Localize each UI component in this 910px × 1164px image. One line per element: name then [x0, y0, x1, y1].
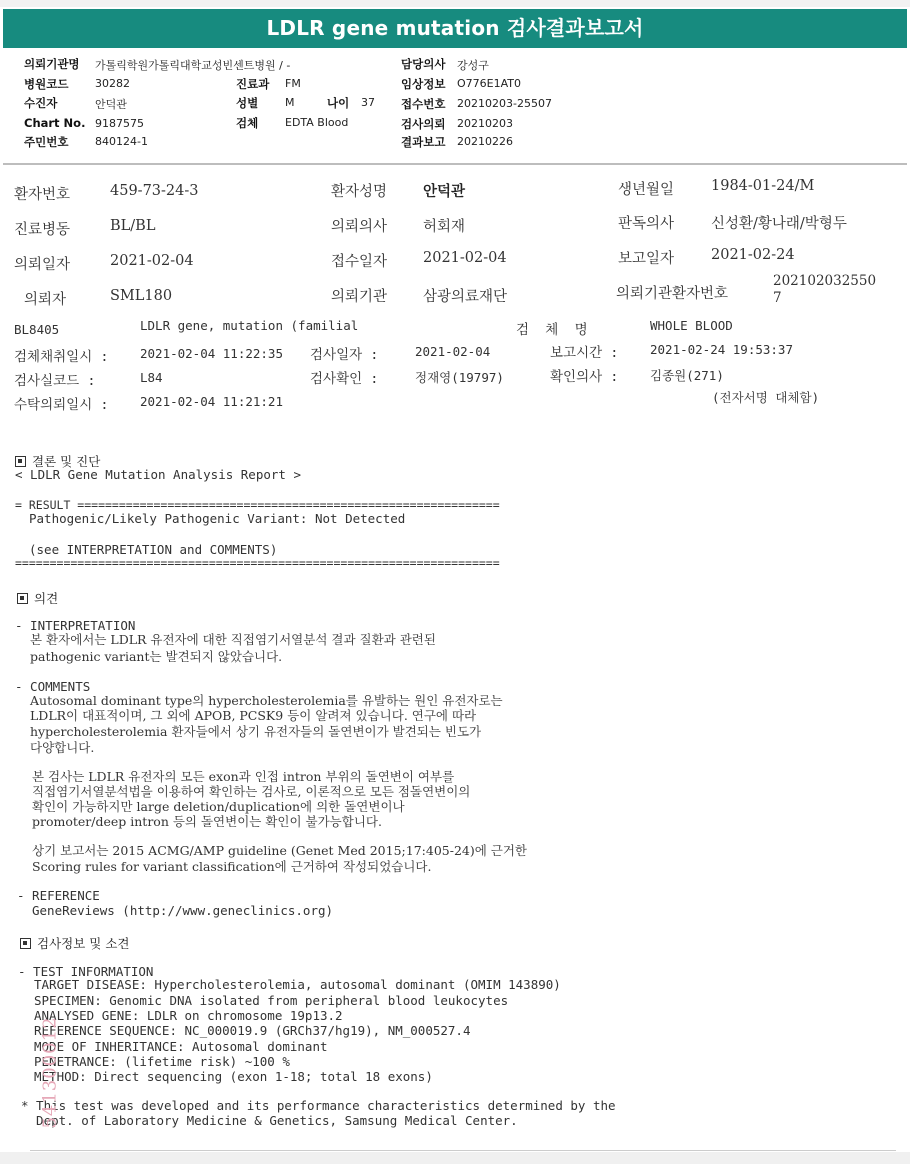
- report-time-value: 2021-02-24 19:53:37: [650, 342, 793, 357]
- square-bullet-icon: [20, 938, 31, 949]
- label-doctor: 의뢰의사: [331, 219, 388, 235]
- conclusion-heading-text: 결론 및 진단: [32, 454, 101, 469]
- consign-label: 수탁의뢰일시 :: [14, 397, 109, 413]
- confirm-value: 정재영(19797): [415, 370, 504, 385]
- test-code: BL8405: [14, 322, 60, 337]
- label-request-date: 의뢰일자: [14, 257, 71, 273]
- hdr-value-physician: 강성구: [457, 59, 489, 72]
- report-title: LDLR gene mutation 검사결과보고서: [266, 16, 644, 40]
- comments-line-4: 다양합니다.: [30, 740, 95, 755]
- hdr-value-department: FM: [285, 77, 301, 90]
- value-reader: 신성환/황나래/박형두: [711, 216, 847, 232]
- collect-label: 검체채취일시 :: [14, 349, 109, 365]
- hdr-value-receipt-no: 20210203-25507: [457, 97, 552, 110]
- value-patient-name: 안덕관: [423, 183, 466, 200]
- hdr-label-test-request: 검사의뢰: [401, 117, 446, 131]
- comments-line-5: 본 검사는 LDLR 유전자의 모든 exon과 인접 intron 부위의 돌연변이 여부를: [32, 769, 455, 784]
- room-label: 검사실코드 :: [14, 373, 96, 389]
- result-end-rule: ======================================================================: [15, 556, 500, 570]
- comments-line-6: 직접염기서열분석법을 이용하여 확인하는 검사로, 이론적으로 모든 점돌연변이의: [32, 784, 471, 799]
- value-request-date: 2021-02-04: [110, 253, 194, 269]
- test-info-heading-text: 검사정보 및 소견: [37, 936, 130, 951]
- label-birth: 생년월일: [618, 182, 675, 198]
- hdr-label-clinical-info: 임상정보: [401, 77, 446, 91]
- comments-line-2: LDLR이 대표적이며, 그 외에 APOB, PCSK9 등이 알려져 있습니다. 연구에 따라: [30, 708, 477, 723]
- consign-value: 2021-02-04 11:21:21: [140, 394, 283, 409]
- hdr-value-specimen: EDTA Blood: [285, 116, 349, 129]
- report-subtitle: < LDLR Gene Mutation Analysis Report >: [15, 467, 301, 482]
- collect-value: 2021-02-04 11:22:35: [140, 346, 283, 361]
- confirm-doc-label: 확인의사 :: [550, 369, 619, 385]
- value-report-date: 2021-02-24: [711, 247, 795, 263]
- reference-line-1: GeneReviews (http://www.geneclinics.org): [32, 903, 334, 918]
- comments-line-7: 확인이 가능하지만 large deletion/duplication에 의한 돌연변이나: [32, 799, 405, 814]
- comments-line-1: Autosomal dominant type의 hypercholesterolemia를 유발하는 원인 유전자로는: [30, 693, 503, 708]
- test-info-line-3: ANALYSED GENE: LDLR on chromosome 19p13.2: [34, 1008, 343, 1023]
- footnote-line-1: * This test was developed and its performance characteristics determined by the: [21, 1098, 616, 1113]
- label-inst-patient-no: 의뢰기관환자번호: [616, 286, 729, 302]
- comments-line-3: hypercholesterolemia 환자들에서 상기 유전자들의 돌연변이가 발견되는 빈도가: [30, 724, 482, 739]
- hdr-value-sex: M: [285, 96, 295, 109]
- hdr-value-test-request: 20210203: [457, 117, 513, 130]
- comments-line-9: 상기 보고서는 2015 ACMG/AMP guideline (Genet Med 2015;17:405-24)에 근거한: [32, 843, 527, 858]
- hdr-value-institution: 가톨릭학원가톨릭대학교성빈센트병원 / -: [95, 59, 291, 72]
- value-birth: 1984-01-24/M: [711, 178, 815, 194]
- comments-line-10: Scoring rules for variant classification에 근거하여 작성되었습니다.: [32, 859, 432, 874]
- report-time-label: 보고시간 :: [550, 345, 619, 361]
- interpretation-heading: - INTERPRETATION: [15, 618, 136, 633]
- comments-line-8: promoter/deep intron 등의 돌연변이는 확인이 불가능합니다.: [32, 814, 382, 829]
- hdr-label-institution: 의뢰기관명: [24, 57, 80, 71]
- interpretation-line-2: pathogenic variant는 발견되지 않았습니다.: [30, 649, 283, 664]
- result-text: Pathogenic/Likely Pathogenic Variant: Not Detected: [29, 511, 406, 526]
- value-ward: BL/BL: [110, 218, 156, 234]
- value-receipt-date: 2021-02-04: [423, 250, 507, 266]
- label-reader: 판독의사: [618, 216, 675, 232]
- top-band: [0, 0, 910, 7]
- label-requester: 의뢰자: [24, 292, 67, 308]
- confirm-label: 검사확인 :: [310, 371, 379, 387]
- hdr-label-patient: 수진자: [24, 96, 58, 110]
- reference-heading: - REFERENCE: [17, 888, 100, 903]
- vertical-stamp-number: 541300012: [39, 1016, 61, 1129]
- hdr-label-result-report: 결과보고: [401, 135, 446, 149]
- test-info-line-6: PENETRANCE: (lifetime risk) ~100 %: [34, 1054, 290, 1069]
- comments-heading: - COMMENTS: [15, 679, 91, 694]
- test-info-line-7: METHOD: Direct sequencing (exon 1-18; total 18 exons): [34, 1069, 433, 1084]
- hdr-label-receipt-no: 접수번호: [401, 97, 446, 111]
- footnote-line-2: Dept. of Laboratory Medicine & Genetics, Samsung Medical Center.: [21, 1113, 518, 1128]
- bottom-band: [0, 1152, 910, 1164]
- label-ward: 진료병동: [14, 222, 71, 238]
- hdr-value-hospital-code: 30282: [95, 77, 130, 90]
- esign-note: (전자서명 대체함): [712, 390, 820, 405]
- opinion-heading-text: 의견: [34, 591, 59, 606]
- value-doctor: 허회재: [423, 219, 466, 235]
- test-info-heading: [20, 934, 129, 952]
- test-info-line-4: REFERENCE SEQUENCE: NC_000019.9 (GRCh37/hg19), NM_000527.4: [34, 1023, 471, 1038]
- exam-date-value: 2021-02-04: [415, 344, 491, 359]
- test-name: LDLR gene, mutation (familial: [140, 318, 359, 333]
- label-patient-no: 환자번호: [14, 187, 71, 203]
- label-patient-name: 환자성명: [331, 184, 388, 200]
- hdr-value-result-report: 20210226: [457, 135, 513, 148]
- hdr-value-chart-no: 9187575: [95, 117, 144, 130]
- room-value: L84: [140, 370, 163, 385]
- hdr-value-resident-no: 840124-1: [95, 135, 148, 148]
- value-inst-patient-no-1: 202102032550: [773, 273, 877, 289]
- hdr-label-hospital-code: 병원코드: [24, 77, 69, 91]
- label-institution: 의뢰기관: [331, 289, 388, 305]
- hdr-label-physician: 담당의사: [401, 57, 446, 71]
- square-bullet-icon: [17, 593, 28, 604]
- hdr-label-chart-no: Chart No.: [24, 116, 86, 130]
- interpretation-line-1: 본 환자에서는 LDLR 유전자에 대한 직접염기서열분석 결과 질환과 관련된: [30, 632, 436, 647]
- label-receipt-date: 접수일자: [331, 254, 388, 270]
- value-inst-patient-no-2: 7: [773, 290, 782, 306]
- value-requester: SML180: [110, 288, 173, 304]
- hdr-value-clinical-info: O776E1AT0: [457, 77, 521, 90]
- hdr-value-age: 37: [361, 96, 375, 109]
- square-bullet-icon: [15, 456, 26, 467]
- test-info-line-5: MODE OF INHERITANCE: Autosomal dominant: [34, 1039, 328, 1054]
- value-patient-no: 459-73-24-3: [110, 183, 199, 199]
- hdr-value-patient: 안덕관: [95, 98, 127, 111]
- result-rule: = RESULT =============================================================: [15, 498, 500, 512]
- hdr-label-sex: 성별: [236, 96, 259, 110]
- test-information-heading: - TEST INFORMATION: [18, 964, 154, 979]
- label-report-date: 보고일자: [618, 251, 675, 267]
- hdr-label-specimen: 검체: [236, 116, 259, 130]
- confirm-doc-value: 김종원(271): [650, 368, 724, 383]
- specimen-label: 검 체 명: [516, 322, 588, 338]
- exam-date-label: 검사일자 :: [310, 347, 379, 363]
- test-info-line-1: TARGET DISEASE: Hypercholesterolemia, autosomal dominant (OMIM 143890): [34, 977, 561, 992]
- specimen-value: WHOLE BLOOD: [650, 318, 733, 333]
- opinion-heading: [17, 589, 58, 607]
- title-bar: [3, 9, 907, 48]
- see-text: (see INTERPRETATION and COMMENTS): [29, 542, 278, 557]
- hdr-label-resident-no: 주민번호: [24, 135, 69, 149]
- value-institution: 삼광의료재단: [423, 289, 508, 305]
- test-info-line-2: SPECIMEN: Genomic DNA isolated from peripheral blood leukocytes: [34, 993, 509, 1008]
- header-divider: [3, 163, 907, 165]
- hdr-label-age: 나이: [327, 96, 350, 110]
- bottom-rule: [30, 1150, 896, 1151]
- hdr-label-department: 진료과: [236, 77, 270, 91]
